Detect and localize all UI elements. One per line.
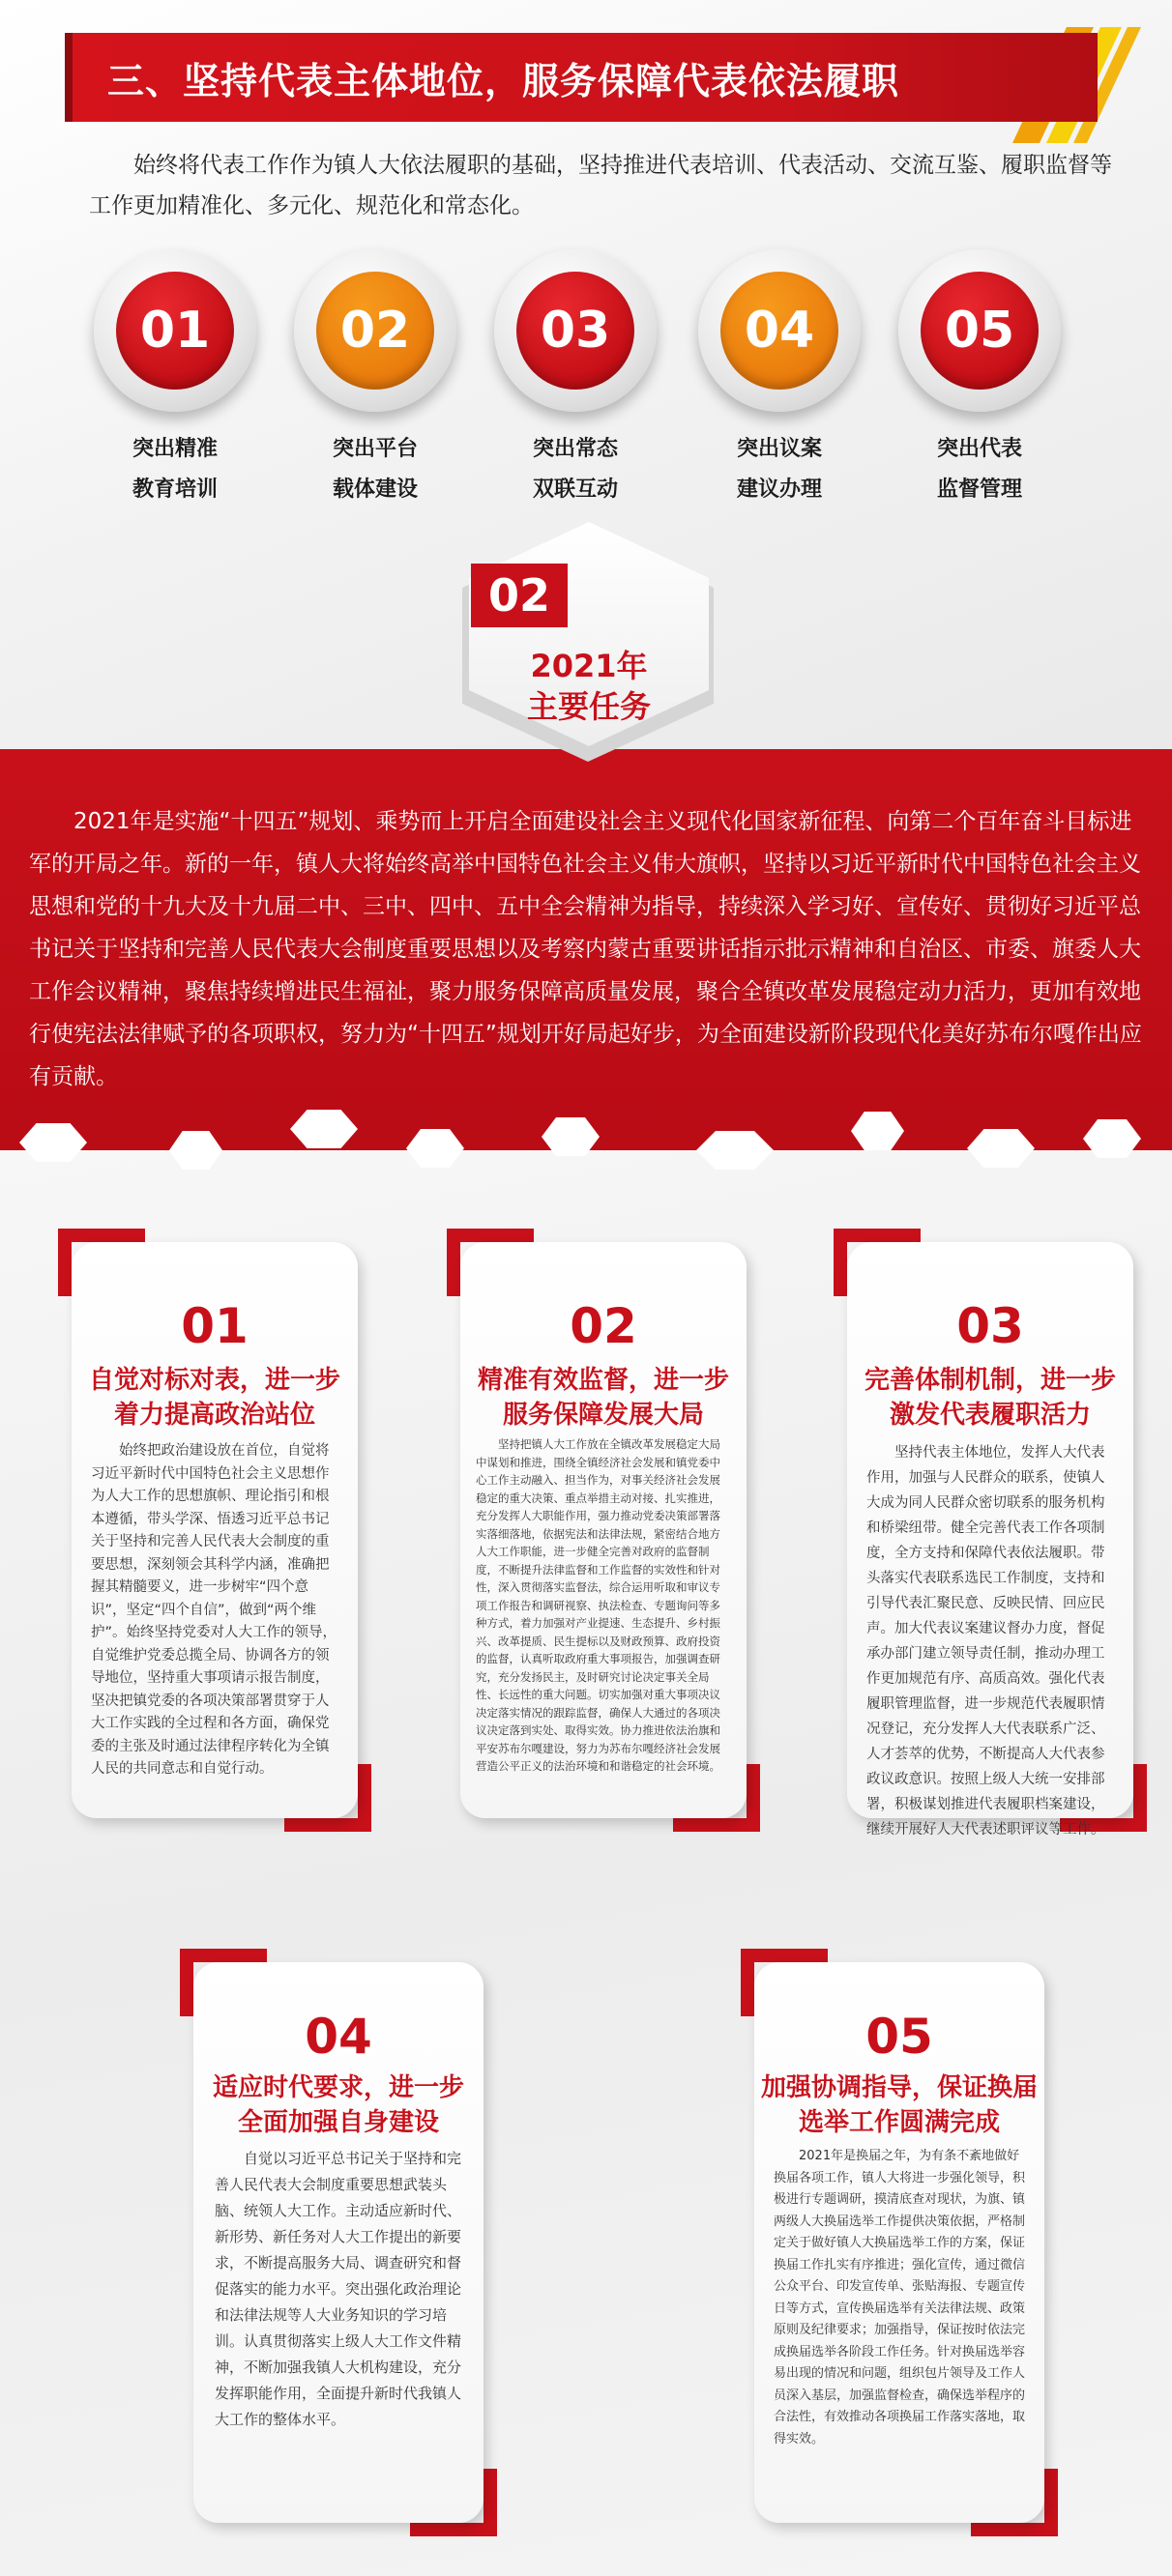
circle-label (94, 429, 256, 510)
circle-label-line: 突出议案 (736, 437, 822, 461)
focus-item (494, 249, 657, 510)
circle-number: 01 (116, 272, 234, 390)
task-card (460, 1242, 747, 1818)
intro-paragraph: 始终将代表工作作为镇人大依法履职的基础，坚持推进代表培训、代表活动、交流互鉴、履职监督等工作更加精准化、多元化、规范化和常态化。 (89, 153, 1112, 218)
badge-number: 02 (471, 564, 568, 627)
card-title (193, 2070, 483, 2140)
hexagon-shape (542, 1117, 600, 1156)
circle-label (294, 429, 456, 510)
circle-label (698, 429, 861, 510)
focus-item (898, 249, 1061, 510)
circle-label-line: 双联互动 (532, 478, 618, 502)
badge-title-line: 主要任务 (526, 688, 651, 725)
card-title-line: 精准有效监督，进一步 (477, 1366, 729, 1395)
task-card (193, 1962, 483, 2523)
band-paragraph: 2021年是实施“十四五”规划、乘势而上开启全面建设社会主义现代化国家新征程、向第二个百年奋斗目标进军的开局之年。新的一年，镇人大将始终高举中国特色社会主义伟大旗帜，坚持以习近平新时代中国特色社会主义思想和党的十九大及十九届二中、三中、四中、五中全会精神为指导，持续深入学习好、宣传好、贯彻好习近平总书记关于坚持和完善人民代表大会制度重要思想以及考察内蒙古重要讲话指示批示精神和自治区、市委、旗委人大工作会议精神，聚焦持续增进民生福祉，聚力服务保障高质量发展，聚合全镇改革发展稳定动力活力，更加有效地行使宪法法律赋予的各项职权，努力为“十四五”规划开好局起好步，为全面建设新阶段现代化美好苏布尔嘎作出应有贡献。 (29, 809, 1142, 1089)
circle-label-line: 教育培训 (132, 478, 218, 502)
card-title (460, 1363, 747, 1433)
circle-number: 03 (516, 272, 634, 390)
card-body: 始终把政治建设放在首位，自觉将习近平新时代中国特色社会主义思想作为人大工作的思想旗帜、理论指引和根本遵循，带头学深、悟透习近平总书记关于坚持和完善人民代表大会制度的重要思想，深刻领会其科学内涵，准确把握其精髓要义，进一步树牢“四个意识”，坚定“四个自信”，做到“两个维护”。始终坚持党委对人大工作的领导，自觉维护党委总揽全局、协调各方的领导地位，坚持重大事项请示报告制度，坚决把镇党委的各项决策部署贯穿于人大工作实践的全过程和各方面，确保党委的主张及时通过法律程序转化为全镇人民的共同意志和自觉行动。 (91, 1443, 337, 1777)
circle-label-line: 建议办理 (736, 478, 822, 502)
task-card (754, 1962, 1044, 2523)
header-left-bar (65, 33, 73, 122)
hexagon-decoration (0, 1102, 1172, 1160)
circle-label-line: 突出平台 (332, 437, 418, 461)
badge-title-line: 2021年 (530, 648, 648, 684)
circle-badge (698, 249, 861, 412)
focus-item (698, 249, 861, 510)
card-title-line: 加强协调指导，保证换届 (760, 2073, 1038, 2102)
circle-label-line: 突出常态 (532, 437, 618, 461)
card-body: 自觉以习近平总书记关于坚持和完善人民代表大会制度重要思想武装头脑、统领人大工作。主动适应新时代、新形势、新任务对人大工作提出的新要求，不断提高服务大局、调查研究和督促落实的能力水平。突出强化政治理论和法律法规等人大业务知识的学习培训。认真贯彻落实上级人大工作文件精神，不断加强我镇人大机构建设，充分发挥职能作用，全面提升新时代我镇人大工作的整体水平。 (215, 2150, 462, 2428)
card-title (847, 1363, 1133, 1433)
card-title-line: 适应时代要求，进一步 (212, 2073, 464, 2102)
card-title (72, 1363, 358, 1433)
hexagon-shape (851, 1112, 904, 1150)
card-title (754, 2070, 1044, 2140)
card-title-line: 选举工作圆满完成 (798, 2108, 1000, 2137)
circle-label (494, 429, 657, 510)
circle-badge (294, 249, 456, 412)
circle-label-line: 载体建设 (332, 478, 418, 502)
card-body: 坚持把镇人大工作放在全镇改革发展稳定大局中谋划和推进，围绕全镇经济社会发展和镇党委中心工作主动融入、担当作为，对事关经济社会发展稳定的重大决策、重点举措主动对接、扎实推进，充分发挥人大职能作用，强力推动党委决策部署落实落细落地，依据宪法和法律法规，紧密结合地方人大工作职能，进一步健全完善对政府的监督制度，不断提升法律监督和工作监督的实效性和针对性，深入贯彻落实监督法，综合运用听取和审议专项工作报告和调研视察、执法检查、专题询问等多种方式，着力加强对产业提速、生态提升、乡村振兴、改革提质、民生提标以及财政预算、政府投资的监督，认真听取政府重大事项报告，加强调查研究，充分发扬民主，及时研究讨论决定事关全局性、长远性的重大问题。切实加强对重大事项决议决定落实情况的跟踪监督，确保人大通过的各项决议决定落到实处、取得实效。协力推进依法治旗和平安苏布尔嘎建设，努力为苏布尔嘎经济社会发展营造公平正义的法治环境和和谐稳定的社会环境。 (476, 1437, 720, 1773)
focus-item (94, 249, 256, 510)
card-number: 04 (305, 2009, 372, 2065)
circle-badge (898, 249, 1061, 412)
task-card (72, 1242, 358, 1818)
circle-label-line: 监督管理 (936, 478, 1022, 502)
circle-number: 05 (921, 272, 1039, 390)
hexagon-shape (290, 1110, 358, 1148)
badge-title (469, 646, 709, 727)
circle-label-line: 突出代表 (936, 437, 1022, 461)
circle-label-line: 突出精准 (132, 437, 218, 461)
circle-badge (94, 249, 256, 412)
circle-number: 04 (720, 272, 838, 390)
card-title-line: 激发代表履职活力 (889, 1401, 1091, 1430)
card-number: 02 (570, 1298, 637, 1354)
circle-badge (494, 249, 657, 412)
task-card (847, 1242, 1133, 1838)
section-title: 三、坚持代表主体地位，服务保障代表依法履职 (107, 59, 900, 102)
focus-item (294, 249, 456, 510)
card-title-line: 完善体制机制，进一步 (864, 1366, 1116, 1395)
card-title-line: 全面加强自身建设 (237, 2108, 439, 2137)
card-number: 05 (865, 2009, 933, 2065)
card-title-line: 着力提高政治站位 (113, 1401, 315, 1430)
circle-label (898, 429, 1061, 510)
card-title-line: 自觉对标对表，进一步 (88, 1366, 340, 1395)
hexagon-shape (1083, 1119, 1141, 1158)
card-title-line: 服务保障发展大局 (502, 1401, 704, 1430)
card-number: 01 (181, 1298, 249, 1354)
hexagon-shape (19, 1123, 87, 1162)
section-header (73, 33, 1098, 122)
card-body: 坚持代表主体地位，发挥人大代表作用，加强与人民群众的联系，使镇人大成为同人民群众密切联系的服务机构和桥梁纽带。健全完善代表工作各项制度，全方支持和保障代表依法履职。带头落实代表联系选民工作制度，支持和引导代表汇聚民意、反映民情、回应民声。加大代表议案建议督办力度，督促承办部门建立领导责任制，推动办理工作更加规范有序、高质高效。强化代表履职管理监督，进一步规范代表履职情况登记，充分发挥人大代表联系广泛、人才荟萃的优势，不断提高人大代表参政议政意识。按照上级人大统一安排部署，积极谋划推进代表履职档案建设，继续开展好人大代表述职评议等工作。 (866, 1445, 1105, 1838)
card-number: 03 (956, 1298, 1024, 1354)
circle-number: 02 (316, 272, 434, 390)
card-body: 2021年是换届之年，为有条不紊地做好换届各项工作，镇人大将进一步强化领导，积极进行专题调研，摸清底查对现状，为旗、镇两级人大换届选举工作提供决策依据，严格制定关于做好镇人大换届选举工作的方案，保证换届工作扎实有序推进；强化宣传，通过微信公众平台、印发宣传单、张贴海报、专题宣传日等方式，宣传换届选举有关法律法规、政策原则及纪律要求；加强指导，保证按时依法完成换届选举各阶段工作任务。针对换届选举容易出现的情况和问题，组织包片领导及工作人员深入基层，加强监督检查，确保选举程序的合法性，有效推动各项换届工作落实落地，取得实效。 (774, 2149, 1026, 2446)
